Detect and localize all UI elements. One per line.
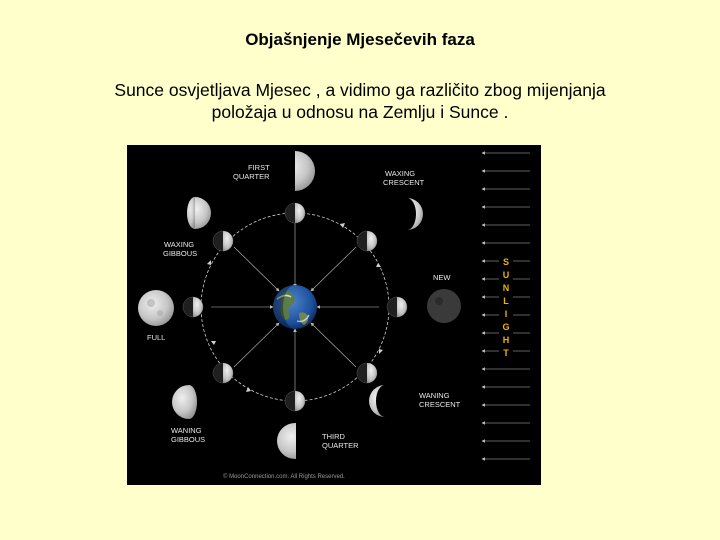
sunlight-letter: T [503,348,509,358]
waning-crescent-label: WANING [419,391,450,400]
copyright-text: © MoonConnection.com. All Rights Reserved. [223,474,345,480]
new-moon-label: NEW [433,273,451,282]
waxing-crescent-label: CRESCENT [383,178,425,187]
sunlight-label [499,255,513,361]
sunlight-letter: U [502,270,510,280]
waxing-gibbous-label: GIBBOUS [163,249,198,258]
waxing-gibbous-label: WAXING [164,240,195,249]
sunlight-letter: S [502,257,510,267]
description-line-1: Sunce osvjetljava Mjesec , a vidimo ga različito zbog mijenjanja [114,80,606,100]
first-quarter-label: QUARTER [233,172,270,181]
orbit-moon-icon [387,297,407,317]
waning-gibbous-moon-icon [172,385,197,419]
third-quarter-label: THIRD [322,432,345,441]
orbit-moon-icon [285,391,305,411]
sunlight-letter: H [502,335,510,345]
full-moon-icon [138,290,174,326]
waxing-crescent-moon-icon [407,198,423,230]
waning-gibbous-label: GIBBOUS [171,435,206,444]
sunlight-letter: N [502,283,510,293]
moon-phases-diagram [127,145,541,485]
waning-gibbous-label: WANING [171,426,202,435]
earth-icon [273,285,317,329]
waxing-gibbous-moon-icon [187,197,211,229]
third-quarter-moon-icon [277,423,313,459]
new-moon-icon [427,289,461,323]
orbit-moon-icon [213,231,233,251]
waning-crescent-label: CRESCENT [419,400,461,409]
orbit-moon-icon [285,203,305,223]
orbit-moon-icon [357,363,377,383]
third-quarter-label: QUARTER [322,441,359,450]
orbit-moon-icon [213,363,233,383]
first-quarter-moon-icon [275,151,315,191]
slide-title: Objašnjenje Mjesečevih faza [245,30,475,49]
waxing-crescent-label: WAXING [385,169,416,178]
sunlight-letter: G [502,322,510,332]
sunlight-letter: L [503,296,509,306]
orbit-moon-icon [357,231,377,251]
sunlight-letter: I [504,309,508,319]
full-moon-label: FULL [147,333,166,342]
waning-crescent-moon-icon [369,385,385,417]
slide-description [60,79,660,123]
first-quarter-label: FIRST [248,163,270,172]
description-line-2: položaja u odnosu na Zemlju i Sunce . [211,102,509,122]
orbit-moon-icon [183,297,203,317]
